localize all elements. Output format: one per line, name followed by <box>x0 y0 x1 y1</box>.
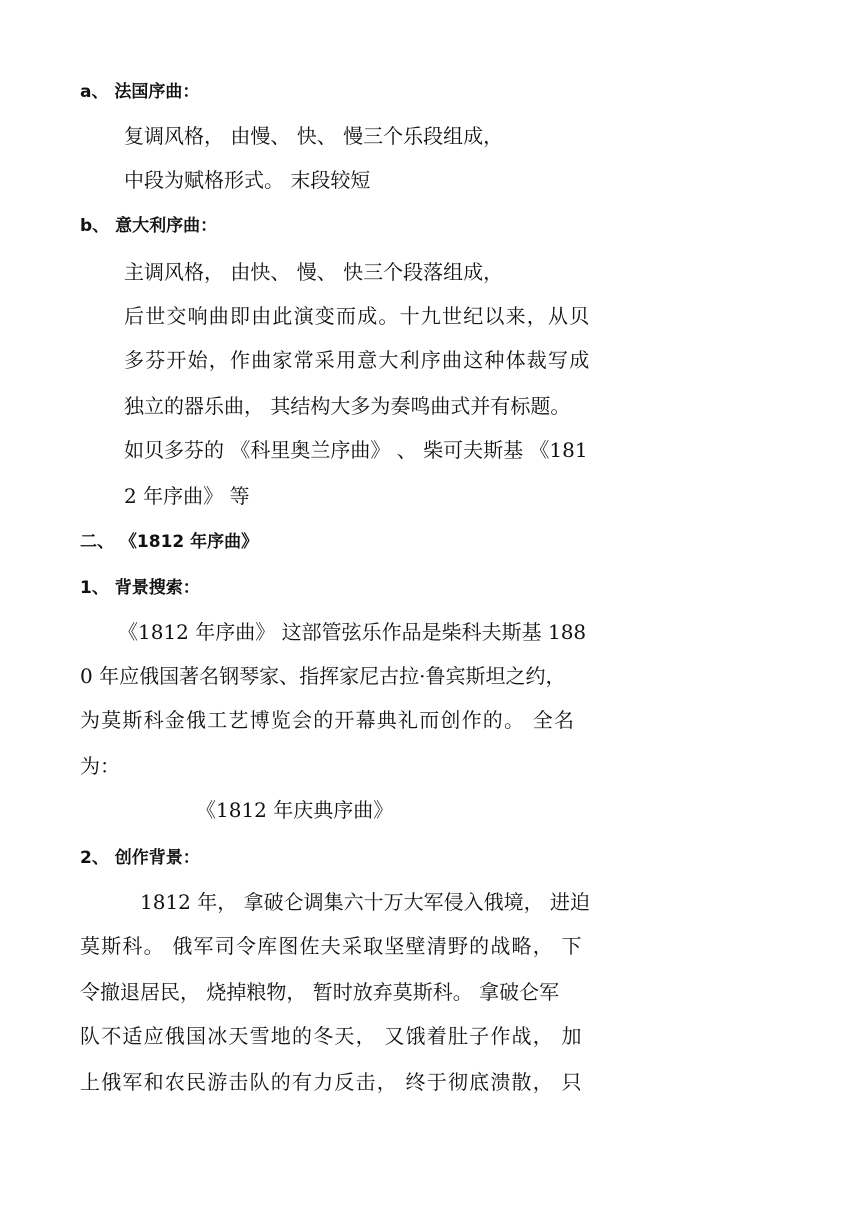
paragraph-line: 为： <box>80 754 120 778</box>
heading-french-overture: a、 法国序曲： <box>80 82 200 102</box>
paragraph-line: 复调风格， 由慢、 快、 慢三个乐段组成， <box>124 124 504 148</box>
paragraph-line: 上俄军和农民游击队的有力反击， 终于彻底溃散， 只 <box>80 1070 583 1094</box>
full-title-line: 《1812 年庆典序曲》 <box>196 798 394 822</box>
paragraph-line: 如贝多芬的 《科里奥兰序曲》 、 柴可夫斯基 《181 <box>124 438 588 462</box>
paragraph-line: 1812 年， 拿破仑调集六十万大军侵入俄境， 进迫 <box>140 890 590 914</box>
paragraph-line: 莫斯科。 俄军司令库图佐夫采取坚壁清野的战略， 下 <box>80 934 583 958</box>
paragraph-line: 主调风格， 由快、 慢、 快三个段落组成， <box>124 260 504 284</box>
paragraph-line: 令撤退居民， 烧掉粮物， 暂时放弃莫斯科。 拿破仑军 <box>80 980 560 1004</box>
paragraph-line: 后世交响曲即由此演变而成。十九世纪以来，从贝 <box>124 304 591 328</box>
paragraph-line: 2 年序曲》 等 <box>124 484 250 508</box>
paragraph-line: 0 年应俄国著名钢琴家、指挥家尼古拉·鲁宾斯坦之约， <box>80 664 566 688</box>
paragraph-line: 《1812 年序曲》 这部管弦乐作品是柴科夫斯基 188 <box>118 620 587 644</box>
paragraph-line: 为莫斯科金俄工艺博览会的开幕典礼而创作的。 全名 <box>80 708 576 732</box>
paragraph-line: 独立的器乐曲， 其结构大多为奏鸣曲式并有标题。 <box>124 394 571 418</box>
paragraph-line: 队不适应俄国冰天雪地的冬天， 又饿着肚子作战， 加 <box>80 1024 583 1048</box>
paragraph-line: 多芬开始，作曲家常采用意大利序曲这种体裁写成 <box>124 348 591 372</box>
heading-background-search: 1、 背景搜索： <box>80 578 200 598</box>
paragraph-line: 中段为赋格形式。 末段较短 <box>124 168 371 192</box>
heading-italian-overture: b、 意大利序曲： <box>80 216 218 236</box>
heading-creation-background: 2、 创作背景： <box>80 848 200 868</box>
section-title-1812-overture: 二、 《1812 年序曲》 <box>80 532 259 552</box>
